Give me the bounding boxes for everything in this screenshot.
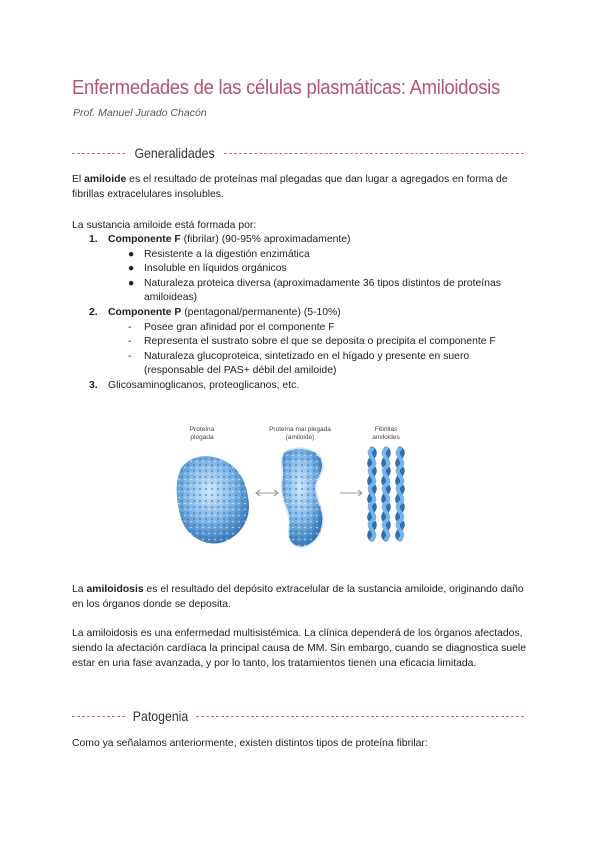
patogenia-paragraph: Como ya señalamos anteriormente, existen distintos tipos de proteína fibrilar: <box>72 738 428 749</box>
arrow-misfolded-to-fibrils <box>340 490 362 496</box>
heading-divider-right <box>224 153 524 154</box>
list-item <box>72 379 532 394</box>
label-misfolded-protein-2: (amiloide) <box>285 434 315 441</box>
component-detail: (pentagonal/permanente) (5-10%) <box>181 306 341 318</box>
amyloid-fibrils-illustration <box>370 449 403 539</box>
amiloidosis-text-after: es el resultado del depósito extracelular de la sustancia amiloide, originando daño en los órganos donde se deposita. <box>72 584 524 610</box>
bullet-marker: ● <box>128 263 135 275</box>
list-number: 2. <box>89 306 98 318</box>
component-name: Componente F <box>108 234 181 245</box>
sub-list-item <box>108 262 532 277</box>
dash-marker: - <box>128 336 132 348</box>
composition-lead: La sustancia amiloide está formada por: <box>72 220 257 231</box>
sub-item-text: Resistente a la digestión enzimática <box>144 248 310 260</box>
amiloide-definition <box>72 172 530 202</box>
sub-item-text: Posee gran afinidad por el componente F <box>144 321 335 333</box>
sub-list-item <box>108 350 532 379</box>
bullet-marker: ● <box>128 277 135 289</box>
sub-item-text: Representa el sustrato sobre el que se deposita o precipita el componente F <box>144 336 496 348</box>
heading-divider-left <box>72 153 125 154</box>
sub-item-text: Insoluble en líquidos orgánicos <box>144 263 287 275</box>
dash-marker: - <box>128 321 132 333</box>
component-sublist <box>108 248 532 306</box>
components-list <box>72 233 532 394</box>
sub-item-text: Naturaleza glucoproteica, sintetizado en el hígado y presente en suero (responsable del PAS+ débil del amiloide) <box>144 350 470 377</box>
amiloidosis-definition <box>72 582 530 612</box>
sub-list-item <box>108 277 532 306</box>
list-item <box>72 233 532 306</box>
label-folded-protein: Proteína <box>189 426 215 433</box>
sub-item-text: Naturaleza proteica diversa (aproximadamente 36 tipos distintos de proteínas amiloideas) <box>144 277 501 304</box>
sub-list-item <box>108 335 532 350</box>
intro-bold-term: amiloide <box>84 174 127 185</box>
section-heading-patogenia <box>72 707 524 725</box>
arrow-folded-to-misfolded <box>256 490 278 496</box>
amyloid-formation-figure <box>168 421 430 565</box>
sub-list-item <box>108 248 532 263</box>
multisystem-paragraph: La amiloidosis es una enfermedad multisistémica. La clínica dependerá de los órganos afectados, siendo la afectación cardíaca la principal causa de MM. Sin embargo, cuando se diagnostica suele estar en una fase avanzada, y por lo tanto, los tratamientos tienen una eficacia limitada. <box>72 628 526 669</box>
misfolded-protein-illustration <box>281 448 323 547</box>
label-misfolded-protein: Proteína mal plegada <box>269 426 331 433</box>
section-title-patogenia: Patogenia <box>132 708 189 724</box>
page-title: Enfermedades de las células plasmáticas: Amiloidosis <box>72 76 500 99</box>
bullet-marker: ● <box>128 248 135 260</box>
folded-protein-illustration <box>177 456 249 543</box>
list-number: 3. <box>89 379 98 391</box>
list-number: 1. <box>89 234 98 245</box>
heading-divider-left <box>72 716 125 717</box>
intro-text-after: es el resultado de proteínas mal plegadas que dan lugar a agregados en forma de fibrillas extracelulares insolubles. <box>72 174 508 200</box>
intro-text-before: El <box>72 174 85 185</box>
list-item <box>72 306 532 379</box>
amiloidosis-text-before: La <box>72 584 87 595</box>
component-name: Componente P <box>108 306 182 318</box>
amiloidosis-bold-term: amiloidosis <box>86 584 144 595</box>
section-title-generalidades: Generalidades <box>134 145 215 161</box>
sub-list-item <box>108 321 532 336</box>
author-line: Prof. Manuel Jurado Chacón <box>73 107 207 119</box>
dash-marker: - <box>128 350 132 362</box>
component-detail: (fibrilar) (90-95% aproximadamente) <box>180 234 351 245</box>
label-amyloid-fibrils-2: amiloides <box>372 434 400 441</box>
section-heading-generalidades <box>72 144 524 162</box>
label-folded-protein-2: plegada <box>190 434 214 441</box>
component-detail: Glicosaminoglicanos, proteoglicanos, etc. <box>108 379 300 391</box>
heading-divider-right <box>196 716 524 717</box>
component-sublist <box>108 321 532 379</box>
label-amyloid-fibrils: Fibrillas <box>374 426 398 433</box>
